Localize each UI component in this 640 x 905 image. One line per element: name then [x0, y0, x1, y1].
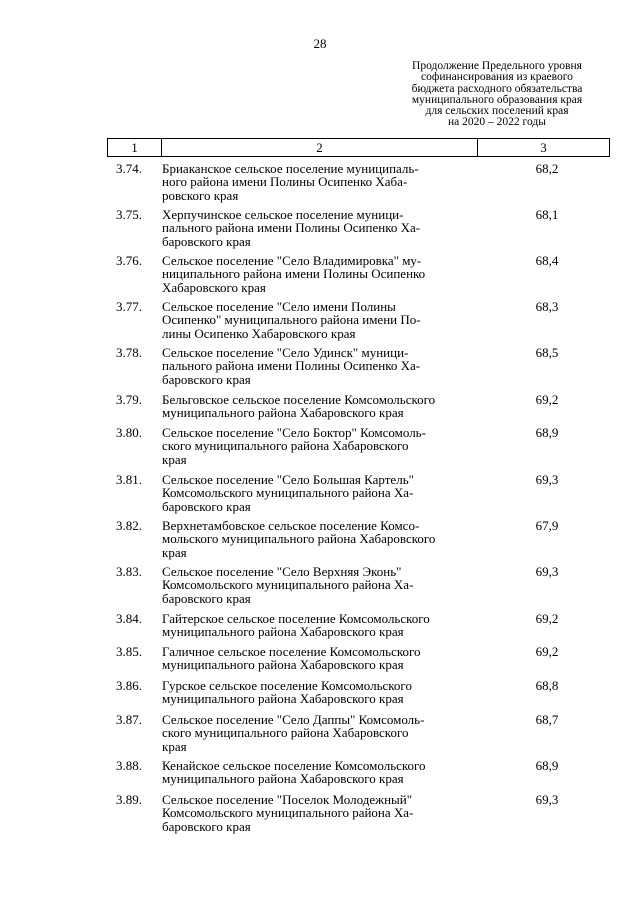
cofinancing-level-value: 68,9 — [535, 425, 559, 440]
cofinancing-level-value: 68,7 — [535, 712, 559, 727]
settlement-name-line: Осипенко" муниципального района имени По- — [162, 312, 421, 328]
row-number: 3.79. — [116, 392, 142, 407]
settlement-name-line: Сельское поселение "Село Удинск" муници- — [162, 345, 409, 360]
row-number: 3.87. — [116, 712, 142, 727]
cofinancing-level-value: 68,1 — [535, 207, 559, 222]
table-row — [107, 393, 609, 420]
caption-line: бюджета расходного обязательства — [411, 82, 583, 95]
table-row — [107, 679, 609, 706]
row-number: 3.89. — [116, 792, 142, 807]
settlement-name — [162, 565, 478, 605]
cofinancing-level-value: 69,2 — [535, 644, 559, 659]
table-row — [107, 612, 609, 639]
settlement-name-line: муниципального района Хабаровского края — [162, 691, 404, 707]
settlement-name-line: Сельское поселение "Село Верхняя Эконь" — [162, 564, 402, 579]
table-row — [107, 759, 609, 786]
table-caption — [400, 61, 594, 129]
cofinancing-level-value: 68,4 — [535, 253, 559, 268]
settlement-name-line: ниципального района имени Полины Осипенко — [162, 266, 426, 282]
row-number: 3.78. — [116, 345, 142, 360]
cofinancing-level-value: 69,3 — [535, 792, 559, 807]
settlement-name-line: Гурское сельское поселение Комсомольского — [162, 678, 412, 693]
caption-line: софинансирования из краевого — [421, 71, 573, 84]
column-header-2: 2 — [162, 139, 478, 157]
table-row — [107, 473, 609, 513]
settlement-name — [162, 346, 478, 386]
settlement-name — [162, 519, 478, 559]
settlement-name-line: Комсомольского муниципального района Ха- — [162, 485, 414, 501]
caption-line: Продолжение Предельного уровня — [412, 60, 582, 72]
cofinancing-level-value: 68,9 — [535, 758, 559, 773]
settlement-name-line: баровского края — [162, 818, 251, 834]
settlement-name-line: муниципального района Хабаровского края — [162, 771, 404, 787]
table-row — [107, 426, 609, 466]
caption-line: на 2020 – 2022 годы — [448, 116, 546, 129]
column-header-3: 3 — [478, 139, 610, 157]
settlement-name-line: муниципального района Хабаровского края — [162, 657, 404, 673]
settlement-name-line: Хабаровского края — [162, 279, 266, 295]
settlement-name-line: Комсомольского муниципального района Ха- — [162, 577, 414, 593]
settlement-name-line: Сельское поселение "Село имени Полины — [162, 299, 396, 314]
settlement-name-line: муниципального района Хабаровского края — [162, 624, 404, 640]
settlement-name — [162, 208, 478, 248]
settlement-name — [162, 612, 478, 639]
table-row — [107, 208, 609, 248]
settlement-name-line: лины Осипенко Хабаровского края — [162, 325, 356, 341]
settlement-name-line: муниципального района Хабаровского края — [162, 405, 404, 421]
row-number: 3.74. — [116, 161, 142, 176]
row-number: 3.84. — [116, 611, 142, 626]
settlement-name-line: пального района имени Полины Осипенко Ха- — [162, 220, 421, 236]
column-header-row — [108, 139, 610, 157]
settlement-name-line: пального района имени Полины Осипенко Ха- — [162, 358, 421, 374]
cofinancing-level-value: 68,2 — [535, 161, 559, 176]
settlement-name — [162, 426, 478, 466]
row-number: 3.77. — [116, 299, 142, 314]
settlement-name-line: Сельское поселение "Село Даппы" Комсомоль- — [162, 712, 425, 727]
settlement-name-line: Херпучинское сельское поселение муници- — [162, 207, 404, 222]
settlement-name-line: Сельское поселение "Село Большая Картель" — [162, 472, 414, 487]
row-number: 3.75. — [116, 207, 142, 222]
row-number: 3.83. — [116, 564, 142, 579]
row-number: 3.82. — [116, 518, 142, 533]
table-row — [107, 254, 609, 294]
settlement-name-line: баровского края — [162, 233, 251, 249]
table-row — [107, 713, 609, 753]
settlement-name-line: ского муниципального района Хабаровского — [162, 438, 409, 454]
cofinancing-level-value: 68,3 — [535, 299, 559, 314]
settlement-name-line: Гайтерское сельское поселение Комсомольского — [162, 611, 430, 626]
settlement-name-line: Сельское поселение "Село Владимировка" му- — [162, 253, 422, 268]
settlement-name — [162, 473, 478, 513]
settlement-name-line: края — [162, 451, 187, 467]
settlement-name — [162, 393, 478, 420]
settlement-name-line: края — [162, 544, 187, 560]
settlement-name — [162, 645, 478, 672]
settlement-name — [162, 300, 478, 340]
settlement-name — [162, 162, 478, 202]
settlement-name-line: Галичное сельское поселение Комсомольского — [162, 644, 421, 659]
settlement-name-line: мольского муниципального района Хабаровского — [162, 531, 436, 547]
table-row — [107, 162, 609, 202]
page-number: 28 — [313, 36, 327, 51]
table-row — [107, 346, 609, 386]
settlement-name-line: Сельское поселение "Село Боктор" Комсомоль- — [162, 425, 426, 440]
settlement-name-line: ского муниципального района Хабаровского — [162, 725, 409, 741]
settlement-name-line: Верхнетамбовское сельское поселение Комсо- — [162, 518, 420, 533]
caption-line: муниципального образования края — [411, 93, 583, 106]
row-number: 3.86. — [116, 678, 142, 693]
row-number: 3.88. — [116, 758, 142, 773]
column-header-table — [107, 138, 610, 157]
settlement-name — [162, 713, 478, 753]
settlement-name-line: ного района имени Полины Осипенко Хаба- — [162, 174, 408, 190]
settlement-name — [162, 679, 478, 706]
cofinancing-level-value: 68,5 — [535, 345, 559, 360]
row-number: 3.85. — [116, 644, 142, 659]
settlement-name-line: баровского края — [162, 371, 251, 387]
table-row — [107, 645, 609, 672]
cofinancing-level-value: 69,2 — [535, 611, 559, 626]
settlement-name — [162, 759, 478, 786]
settlement-name-line: Сельское поселение "Поселок Молодежный" — [162, 792, 413, 807]
column-header-1: 1 — [108, 139, 162, 157]
settlement-name — [162, 254, 478, 294]
cofinancing-level-value: 69,3 — [535, 564, 559, 579]
caption-line: для сельских поселений края — [425, 105, 569, 118]
cofinancing-level-value: 69,2 — [535, 392, 559, 407]
settlement-name-line: Комсомольского муниципального района Ха- — [162, 805, 414, 821]
row-number: 3.80. — [116, 425, 142, 440]
settlement-name-line: ровского края — [162, 187, 239, 203]
table-row — [107, 565, 609, 605]
cofinancing-level-value: 69,3 — [535, 472, 559, 487]
settlement-name-line: Бриаканское сельское поселение муниципаль- — [162, 161, 419, 176]
settlement-name-line: края — [162, 738, 187, 754]
settlement-name-line: Бельговское сельское поселение Комсомольского — [162, 392, 436, 407]
table-row — [107, 300, 609, 340]
settlement-name-line: баровского края — [162, 498, 251, 514]
table-row — [107, 793, 609, 833]
cofinancing-level-value: 68,8 — [535, 678, 559, 693]
cofinancing-level-value: 67,9 — [535, 518, 559, 533]
row-number: 3.81. — [116, 472, 142, 487]
settlement-name-line: Кенайское сельское поселение Комсомольского — [162, 758, 426, 773]
table-row — [107, 519, 609, 559]
settlement-name — [162, 793, 478, 833]
settlement-name-line: баровского края — [162, 590, 251, 606]
row-number: 3.76. — [116, 253, 142, 268]
